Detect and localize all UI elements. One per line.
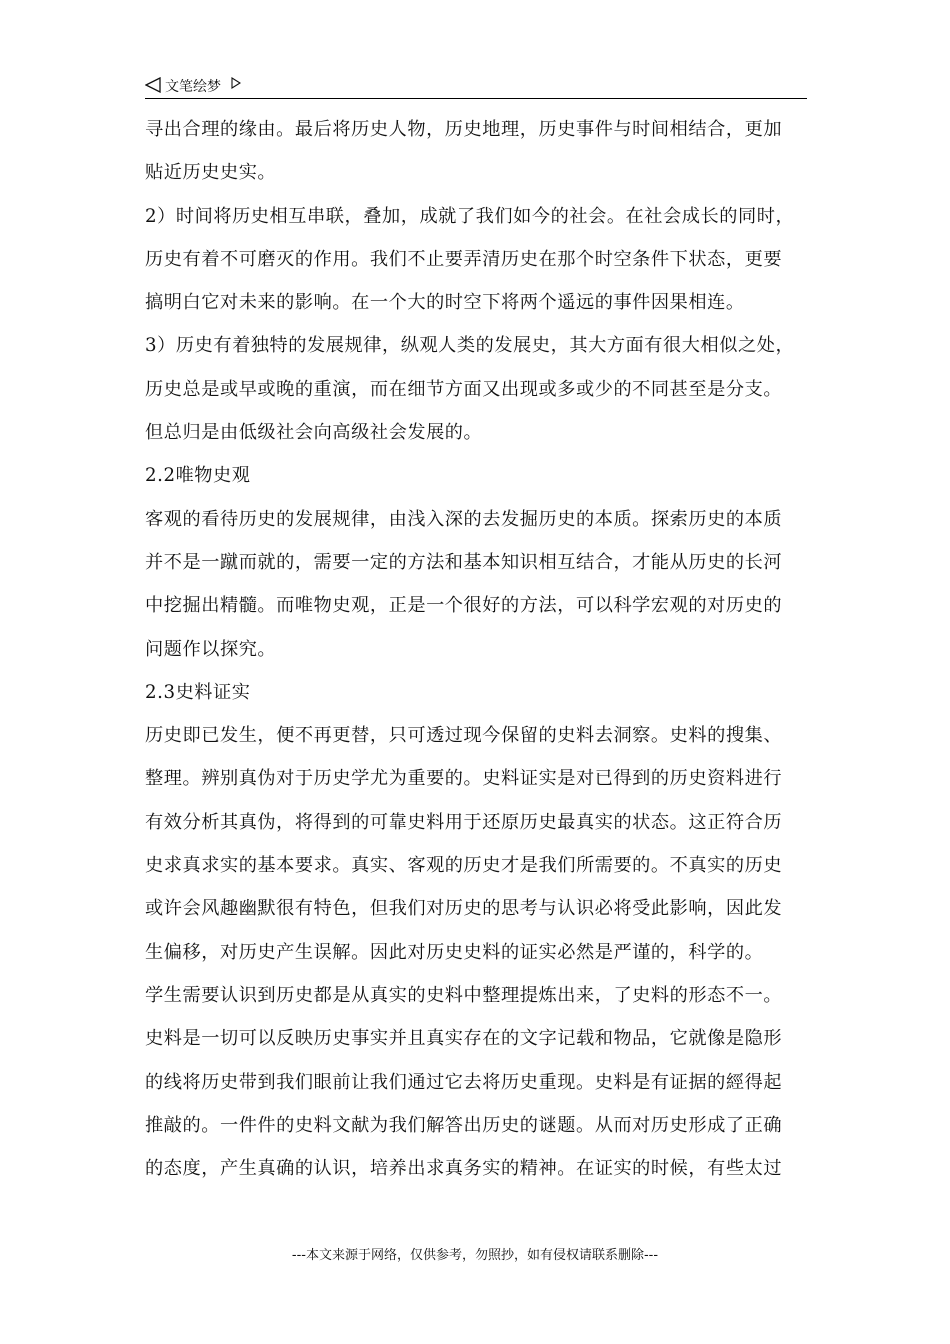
text-line: 并不是一蹴而就的，需要一定的方法和基本知识相互结合，才能从历史的长河 bbox=[145, 551, 783, 573]
text-line: 历史有着不可磨灭的作用。我们不止要弄清历史在那个时空条件下状态，更要 bbox=[145, 248, 783, 270]
triangle-left-outline-icon bbox=[145, 77, 161, 93]
text-line: 历史总是或早或晚的重演，而在细节方面又出现或多或少的不同甚至是分支。 bbox=[145, 378, 783, 400]
text-line: 推敲的。一件件的史料文献为我们解答出历史的谜题。从而对历史形成了正确 bbox=[145, 1114, 783, 1136]
page-footer: ---本文来源于网络，仅供参考，勿照抄，如有侵权请联系删除--- bbox=[291, 1248, 659, 1263]
section-heading: 2.2唯物史观 bbox=[145, 465, 251, 487]
text-line: 整理。辨别真伪对于历史学尤为重要的。史料证实是对已得到的历史资料进行 bbox=[145, 768, 783, 790]
text-line: 史求真求实的基本要求。真实、客观的历史才是我们所需要的。不真实的历史 bbox=[145, 855, 783, 877]
text-line: 寻出合理的缘由。最后将历史人物，历史地理，历史事件与时间相结合，更加 bbox=[145, 119, 783, 140]
text-line: 3）历史有着独特的发展规律，纵观人类的发展史，其大方面有很大相似之处， bbox=[145, 335, 795, 357]
text-line: 中挖掘出精髓。而唯物史观，正是一个很好的方法，可以科学宏观的对历史的 bbox=[145, 595, 783, 617]
text-line: 客观的看待历史的发展规律，由浅入深的去发掘历史的本质。探索历史的本质 bbox=[145, 508, 783, 530]
text-line: 贴近历史史实。 bbox=[145, 162, 277, 184]
document-body bbox=[145, 108, 807, 1190]
text-line: 学生需要认识到历史都是从真实的史料中整理提炼出来，了史料的形态不一。 bbox=[145, 984, 783, 1006]
text-line: 的态度，产生真确的认识，培养出求真务实的精神。在证实的时候，有些太过 bbox=[145, 1158, 783, 1180]
text-line: 有效分析其真伪，将得到的可靠史料用于还原历史最真实的状态。这正符合历 bbox=[145, 811, 783, 833]
text-line: 2）时间将历史相互串联，叠加，成就了我们如今的社会。在社会成长的同时， bbox=[145, 205, 795, 227]
section-heading: 2.3史料证实 bbox=[145, 681, 251, 703]
triangle-right-outline-icon bbox=[231, 77, 241, 89]
text-line: 搞明白它对未来的影响。在一个大的时空下将两个遥远的事件因果相连。 bbox=[145, 292, 745, 314]
text-line: 问题作以探究。 bbox=[145, 638, 277, 660]
text-line: 历史即已发生，便不再更替，只可透过现今保留的史料去洞察。史料的搜集、 bbox=[145, 725, 783, 747]
text-line: 史料是一切可以反映历史事实并且真实存在的文字记载和物品，它就像是隐形 bbox=[145, 1028, 783, 1050]
page-header bbox=[145, 74, 807, 99]
text-line: 但总归是由低级社会向高级社会发展的。 bbox=[145, 422, 483, 444]
text-line: 的线将历史带到我们眼前让我们通过它去将历史重现。史料是有证据的經得起 bbox=[145, 1071, 783, 1093]
text-line: 生偏移，对历史产生误解。因此对历史史料的证实必然是严谨的，科学的。 bbox=[145, 941, 764, 963]
header-title: 文笔绘梦 bbox=[165, 79, 221, 95]
text-line: 或许会风趣幽默很有特色，但我们对历史的思考与认识必将受此影响，因此发 bbox=[145, 898, 783, 920]
